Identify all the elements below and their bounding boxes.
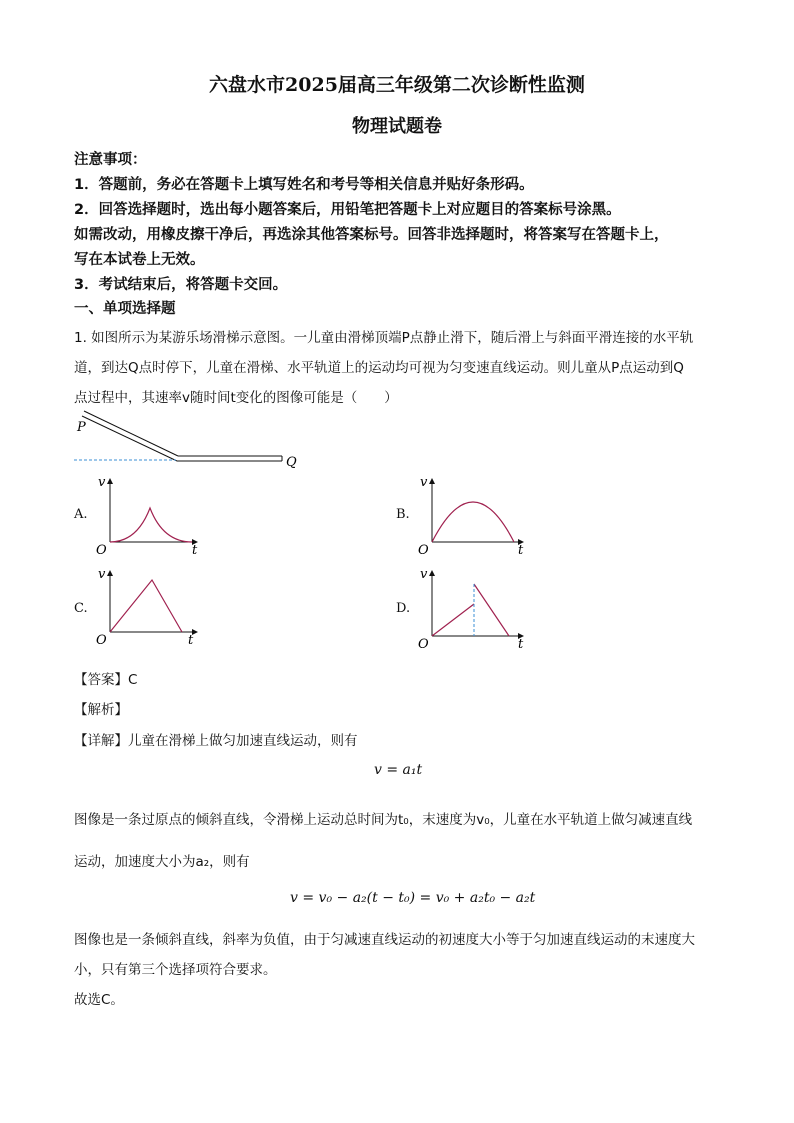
answer-tag: 【答案】C — [74, 672, 138, 688]
curve-a — [110, 508, 192, 542]
t-label: t — [518, 637, 524, 652]
t-label: t — [518, 543, 524, 558]
notice-item-3: 3．考试结束后，将答题卡交回。 — [74, 277, 288, 293]
slide-diagram — [70, 405, 330, 475]
detail-text: 【详解】儿童在滑梯上做匀加速直线运动，则有 — [74, 733, 358, 749]
section-heading: 一、单项选择题 — [74, 301, 176, 317]
option-b-label: B. — [396, 507, 410, 522]
option-b-graph — [414, 470, 529, 558]
option-c-graph — [92, 562, 207, 652]
notice-item-2-continued: 如需改动，用橡皮擦干净后，再选涂其他答案标号。回答非选择题时，将答案写在答题卡上， — [74, 227, 669, 243]
t-label: t — [192, 543, 198, 558]
notice-heading: 注意事项： — [74, 152, 147, 168]
v-label: v — [98, 475, 106, 490]
conclusion-text: 故选C。 — [74, 992, 124, 1008]
option-d-graph — [414, 562, 534, 652]
detail-text-2b: 运动，加速度大小为a₂，则有 — [74, 854, 250, 870]
question-1-line-1: 1. 如图所示为某游乐场滑梯示意图。一儿童由滑梯顶端P点静止滑下，随后滑上与斜面平滑连接的水平轨 — [74, 330, 694, 346]
option-a-graph — [92, 470, 207, 558]
option-a-label: A. — [74, 507, 88, 522]
notice-item-2: 2．回答选择题时，选出每小题答案后，用铅笔把答题卡上对应题目的答案标号涂黑。 — [74, 202, 621, 218]
v-axis-arrow — [429, 570, 435, 576]
notice-item-2-end: 写在本试卷上无效。 — [74, 252, 205, 268]
option-d-label: D. — [396, 601, 411, 616]
option-c-label: C. — [74, 601, 88, 616]
slide-top-edge — [84, 411, 178, 456]
v-label: v — [420, 567, 428, 582]
exam-title: 六盘水市2025届高三年级第二次诊断性监测 — [209, 74, 585, 96]
label-q: Q — [286, 455, 297, 470]
t-label: t — [188, 633, 194, 648]
curve-d-fall — [474, 584, 509, 636]
v-axis-arrow — [429, 478, 435, 484]
notice-item-1: 1．答题前，务必在答题卡上填写姓名和考号等相关信息并贴好条形码。 — [74, 177, 534, 193]
question-1-line-3: 点过程中，其速率v随时间t变化的图像可能是（ ） — [74, 390, 398, 406]
slide-bottom-edge — [82, 416, 177, 461]
v-axis-arrow — [107, 478, 113, 484]
curve-b — [432, 502, 514, 542]
formula-1: v = a₁t — [374, 762, 423, 778]
v-label: v — [420, 475, 428, 490]
curve-c — [110, 580, 182, 632]
exam-subtitle: 物理试题卷 — [352, 116, 442, 137]
origin-label: O — [418, 543, 429, 558]
label-p: P — [77, 420, 86, 435]
formula-2: v = v₀ − a₂(t − t₀) = v₀ + a₂t₀ − a₂t — [290, 890, 536, 906]
origin-label: O — [418, 637, 429, 652]
question-1-line-2: 道，到达Q点时停下，儿童在滑梯、水平轨道上的运动均可视为匀变速直线运动。则儿童从P点运动到Q — [74, 360, 684, 376]
v-label: v — [98, 567, 106, 582]
detail-text-2a: 图像是一条过原点的倾斜直线，令滑梯上运动总时间为t₀，末速度为v₀，儿童在水平轨道上做匀减速直线 — [74, 812, 693, 828]
detail-text-3b: 小，只有第三个选择项符合要求。 — [74, 962, 277, 978]
detail-text-3a: 图像也是一条倾斜直线，斜率为负值，由于匀减速直线运动的初速度大小等于匀加速直线运动的末速度大 — [74, 932, 695, 948]
v-axis-arrow — [107, 570, 113, 576]
origin-label: O — [96, 633, 107, 648]
curve-d-rise — [432, 604, 474, 636]
origin-label: O — [96, 543, 107, 558]
analysis-tag: 【解析】 — [74, 702, 128, 718]
